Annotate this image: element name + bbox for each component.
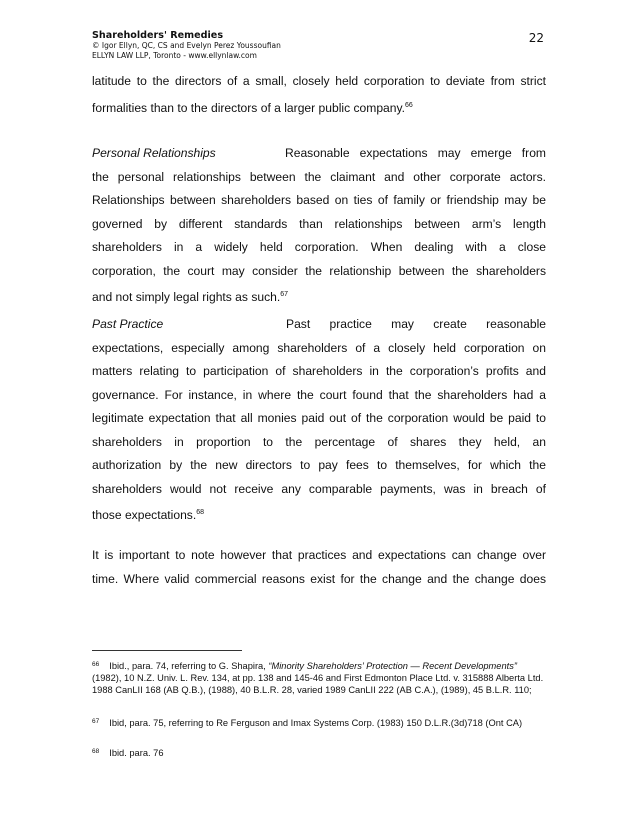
running-header [92, 30, 281, 61]
text-line: corporation, the court may consider the relationship between the shareholders [92, 263, 546, 278]
text-line: governed by different standards than relationships between arm’s length [92, 216, 546, 231]
footnote-68: $^{68}$ Ibid. para. 76 [92, 748, 164, 758]
footnote-separator [92, 650, 242, 651]
text-line: latitude to the directors of a small, closely held corporation to deviate from strict [92, 74, 546, 88]
section-heading: Past Practice [92, 317, 164, 331]
text-line: shareholders in a widely held corporation. When dealing with a close [92, 240, 546, 254]
section-heading: Personal Relationships [92, 146, 216, 160]
text-line: expectations, especially among shareholders of a closely held corporation on [92, 340, 546, 355]
text-line: shareholders would not receive any comparable payments, was in breach of [92, 481, 546, 496]
text-line: time. Where valid commercial reasons exist for the change and the change does [92, 571, 546, 586]
header-firm: ELLYN LAW LLP, Toronto - www.ellynlaw.com [92, 51, 257, 60]
paragraph-past-practice [92, 313, 546, 525]
text-line: formalities than to the directors of a larger public company.$^{66}$ [92, 100, 413, 115]
paragraph-1 [92, 70, 546, 117]
footnote-number: 68 [92, 748, 100, 755]
text-line: the personal relationships between the claimant and other corporate actors. [92, 169, 546, 184]
footnote-ref: 66 [405, 101, 413, 109]
article-title: “Minority Shareholders’ Protection — Recent Developments” [268, 661, 517, 671]
page-number: 22 [528, 31, 544, 45]
text-line: matters relating to participation of shareholders in the corporation’s profits and [92, 364, 546, 378]
text-line: authorization by the new directors to pay fees to themselves, for which the [92, 458, 546, 472]
header-title: Shareholders' Remedies [92, 30, 224, 41]
text-line: legitimate expectation that all monies paid out of the corporation would be paid to [92, 411, 546, 425]
text-line: Personal Relationships Reasonable expectations may emerge from [92, 142, 546, 166]
text-line: It is important to note however that practices and expectations can change over [92, 548, 546, 562]
paragraph-4 [92, 544, 546, 591]
text-line: and not simply legal rights as such.$^{67}$ [92, 290, 289, 304]
footnote-67: $^{67}$ Ibid, para. 75, referring to Re Ferguson and Imax Systems Corp. (1983) 150 D.L.R.(3d)718 (Ont CA) [92, 718, 523, 728]
header-copyright: © Igor Ellyn, QC, CS and Evelyn Perez Youssoufian [92, 41, 281, 50]
footnote-ref: 67 [280, 291, 289, 298]
footnote-number: 66 [92, 661, 100, 668]
paragraph-personal-relationships [92, 142, 546, 307]
footnote-ref: 68 [196, 509, 205, 516]
text-line: those expectations.$^{68}$ [92, 508, 205, 522]
text-line: Relationships between shareholders based on ties of family or friendship may be [92, 193, 546, 207]
footnote-66: $^{66}$ Ibid., para. 74, referring to G. Shapira, “Minority Shareholders’ Protection — Recent Developments” (1982), 10 N.Z. Univ. L. Rev. 134, at pp. 138 and 145-46 and First Edmonton Place Ltd. v. 315888 Alberta Ltd. 1988 CanLII 168 (AB Q.B.), (1988), 40 B.L.R. 28, varied 1989 CanLII 222 (AB C.A.), (1989), 45 B.L.R. 110; [92, 661, 544, 695]
text-line: Past Practice Past practice may create reasonable [92, 313, 546, 337]
text-line: shareholders in proportion to the percentage of shares they held, an [92, 434, 546, 449]
footnote-number: 67 [92, 718, 100, 725]
text-line: governance. For instance, in where the court found that the shareholders had a [92, 387, 546, 402]
